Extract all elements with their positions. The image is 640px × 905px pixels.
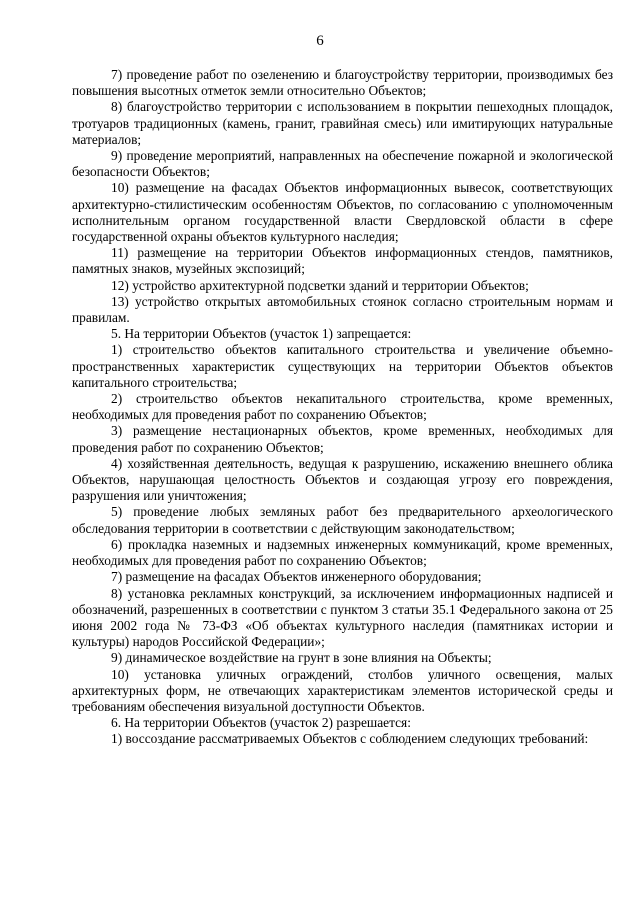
prohibited-item-5: 5) проведение любых земляных работ без предварительного археологического обследования территории в соответствии с действующим законодательством;: [72, 504, 613, 536]
permitted-item-1: 1) воссоздание рассматриваемых Объектов с соблюдением следующих требований:: [111, 731, 589, 747]
page-number: 6: [316, 33, 324, 49]
list-item-9-fire-safety: 9) проведение мероприятий, направленных на обеспечение пожарной и экологической безопасности Объектов;: [72, 148, 613, 180]
prohibited-item-3: 3) размещение нестационарных объектов, кроме временных, необходимых для проведения работ по сохранению Объектов;: [72, 423, 613, 455]
prohibited-item-6: 6) прокладка наземных и надземных инженерных коммуникаций, кроме временных, необходимых для проведения работ по сохранению Объектов;: [72, 536, 613, 569]
prohibited-item-4: 4) хозяйственная деятельность, ведущая к разрушению, искажению внешнего облика Объектов, нарушающая целостность Объектов и создающая угрозу его повреждения, разрушения или уничтожения;: [72, 455, 613, 504]
list-item-12-lighting: 12) устройство архитектурной подсветки зданий и территории Объектов;: [111, 277, 529, 293]
prohibited-item-2: 2) строительство объектов некапитального строительства, кроме временных, необходимых для проведения работ по сохранению Объектов;: [72, 391, 613, 423]
document-body: [72, 67, 613, 748]
list-item-10-signage: 10) размещение на фасадах Объектов информационных вывесок, соответствующих архитектурно-стилистическим особенностям Объектов, по согласованию с уполномоченным исполнительным органом государственной власти Свердловской области в сфере государственной охраны объектов культурного наследия;: [72, 180, 613, 245]
list-item-8-landscaping: 8) благоустройство территории с использованием в покрытии пешеходных площадок, тротуаров традиционных (камень, гранит, гравийная смесь) или имитирующих натуральные материалов;: [72, 99, 613, 147]
prohibited-item-7: 7) размещение на фасадах Объектов инженерного оборудования;: [111, 569, 482, 585]
section-5-heading: 5. На территории Объектов (участок 1) запрещается:: [111, 326, 412, 342]
section-6-heading: 6. На территории Объектов (участок 2) разрешается:: [111, 715, 411, 731]
list-item-13-parking: 13) устройство открытых автомобильных стоянок согласно строительным нормам и правилам.: [72, 293, 613, 326]
prohibited-item-9: 9) динамическое воздействие на грунт в зоне влияния на Объекты;: [111, 650, 492, 666]
prohibited-item-1: 1) строительство объектов капитального строительства и увеличение объемно-пространственных характеристик существующих на территории Объектов объектов капитального строительства;: [72, 342, 613, 390]
list-item-7-greening: 7) проведение работ по озеленению и благоустройству территории, производимых без повышения высотных отметок земли относительно Объектов;: [72, 67, 613, 99]
prohibited-item-10: 10) установка уличных ограждений, столбов уличного освещения, малых архитектурных форм, не отвечающих характеристикам элементов исторической среды и требованиям обеспечения визуальной доступности Объектов.: [72, 666, 613, 714]
prohibited-item-8: 8) установка рекламных конструкций, за исключением информационных надписей и обозначений, разрешенных в соответствии с пунктом 3 статьи 35.1 Федерального закона от 25 июня 2002 года № 73-ФЗ «Об объектах культурного наследия (памятниках истории и культуры) народов Российской Федерации»;: [72, 585, 613, 650]
list-item-11-stands: 11) размещение на территории Объектов информационных стендов, памятников, памятных знаков, музейных экспозиций;: [72, 245, 613, 277]
